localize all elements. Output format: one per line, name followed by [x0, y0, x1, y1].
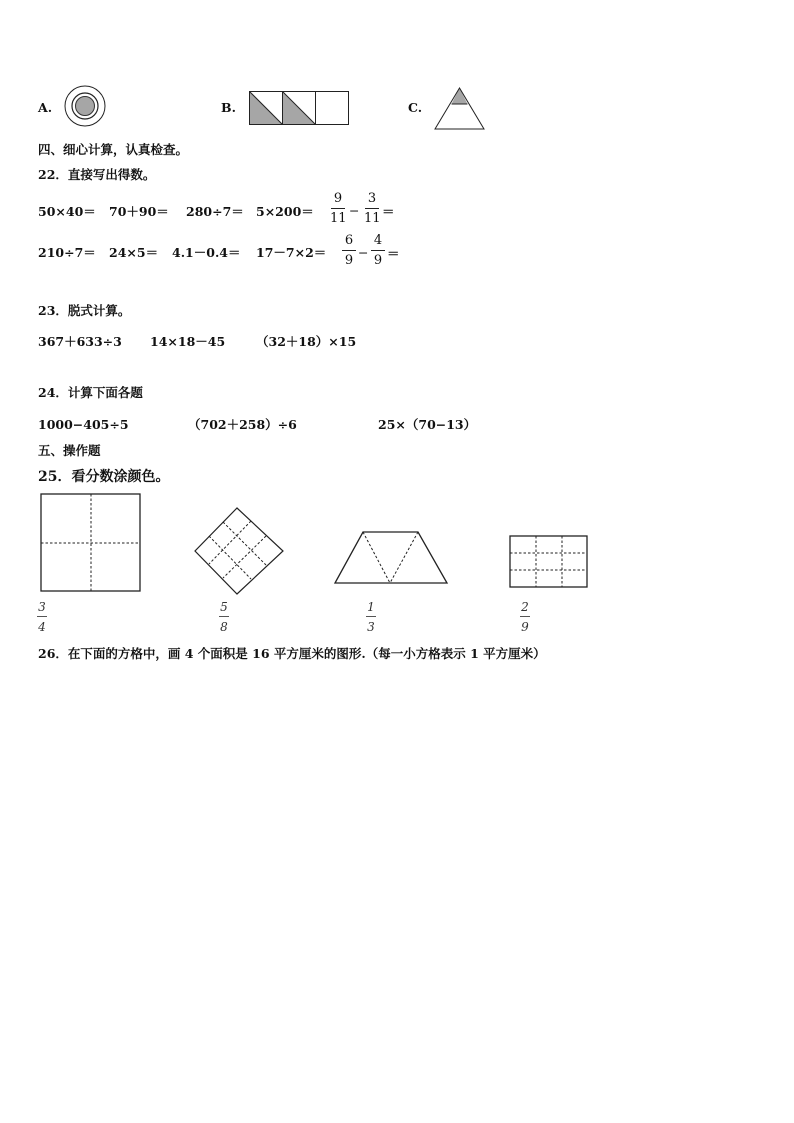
q22-fraction-6-9 [341, 233, 357, 269]
q25-trapezoid-figure [334, 531, 448, 585]
q23-item: （32＋18）×15 [256, 334, 357, 349]
section-5-title: 五、操作题 [38, 443, 101, 458]
fraction-numerator: 6 [344, 233, 354, 248]
fraction-bar [342, 250, 356, 251]
q24-item: 25×（70−13） [378, 417, 477, 432]
fraction-numerator: 5 [220, 600, 228, 614]
q22-fraction-9-11 [330, 191, 346, 227]
q22-fraction-3-11 [364, 191, 380, 227]
q25-title: 25．看分数涂颜色。 [38, 469, 170, 485]
q22-title: 22．直接写出得数。 [38, 167, 156, 182]
fraction-bar [366, 616, 376, 617]
fraction-bar [219, 616, 229, 617]
fraction-numerator: 2 [521, 600, 529, 614]
q24-title: 24．计算下面各题 [38, 385, 143, 400]
option-a-label: A. [38, 100, 53, 115]
fraction-denominator: 4 [38, 620, 46, 634]
q22-fraction-4-9 [370, 233, 386, 269]
q24-item: 1000−405÷5 [38, 417, 129, 432]
option-c-figure-triangle [434, 87, 486, 131]
q22-item: 210÷7＝ [38, 245, 96, 260]
fraction-denominator: 9 [521, 620, 529, 634]
q22-item: 17－7×2＝ [256, 245, 327, 260]
q22-item: 70＋90＝ [109, 204, 169, 219]
q22-item: 280÷7＝ [186, 204, 244, 219]
q22-item: 50×40＝ [38, 204, 96, 219]
minus-sign: − [349, 203, 360, 218]
q22-item: 5×200＝ [256, 204, 314, 219]
q25-fraction-5-8 [217, 600, 231, 634]
q23-item: 367＋633÷3 [38, 334, 122, 349]
q23-item: 14×18－45 [150, 334, 226, 349]
q25-rectangle-figure [509, 535, 589, 589]
equals-sign: ＝ [387, 246, 400, 261]
section-4-title: 四、细心计算，认真检查。 [38, 142, 189, 157]
q25-fraction-2-9 [518, 600, 532, 634]
q25-fraction-1-3 [364, 600, 378, 634]
fraction-numerator: 9 [333, 191, 343, 206]
option-a-figure-concentric-circles [64, 85, 108, 129]
option-b-figure-three-squares [249, 91, 351, 127]
fraction-bar [371, 250, 385, 251]
q26-title: 26．在下面的方格中，画 4 个面积是 16 平方厘米的图形.（每一小方格表示 1 平方厘米） [38, 646, 546, 661]
fraction-numerator: 4 [373, 233, 383, 248]
fraction-denominator: 8 [220, 620, 228, 634]
fraction-numerator: 1 [367, 600, 375, 614]
fraction-denominator: 3 [367, 620, 375, 634]
fraction-numerator: 3 [367, 191, 377, 206]
fraction-bar [520, 616, 530, 617]
fraction-denominator: 9 [373, 253, 383, 268]
q22-item: 24×5＝ [109, 245, 159, 260]
q25-diamond-figure [193, 506, 285, 598]
q22-item: 4.1－0.4＝ [172, 245, 241, 260]
fraction-denominator: 9 [344, 253, 354, 268]
fraction-bar [37, 616, 47, 617]
fraction-bar [365, 208, 379, 209]
minus-sign: − [358, 245, 369, 260]
q24-item: （702＋258）÷6 [188, 417, 297, 432]
fraction-denominator: 11 [330, 211, 347, 226]
q25-square-figure [40, 493, 142, 593]
q25-fraction-3-4 [35, 600, 49, 634]
fraction-denominator: 11 [364, 211, 381, 226]
equals-sign: ＝ [382, 204, 395, 219]
fraction-bar [331, 208, 345, 209]
fraction-numerator: 3 [38, 600, 46, 614]
option-c-label: C. [408, 100, 423, 115]
q23-title: 23．脱式计算。 [38, 303, 131, 318]
option-b-label: B. [221, 100, 236, 115]
